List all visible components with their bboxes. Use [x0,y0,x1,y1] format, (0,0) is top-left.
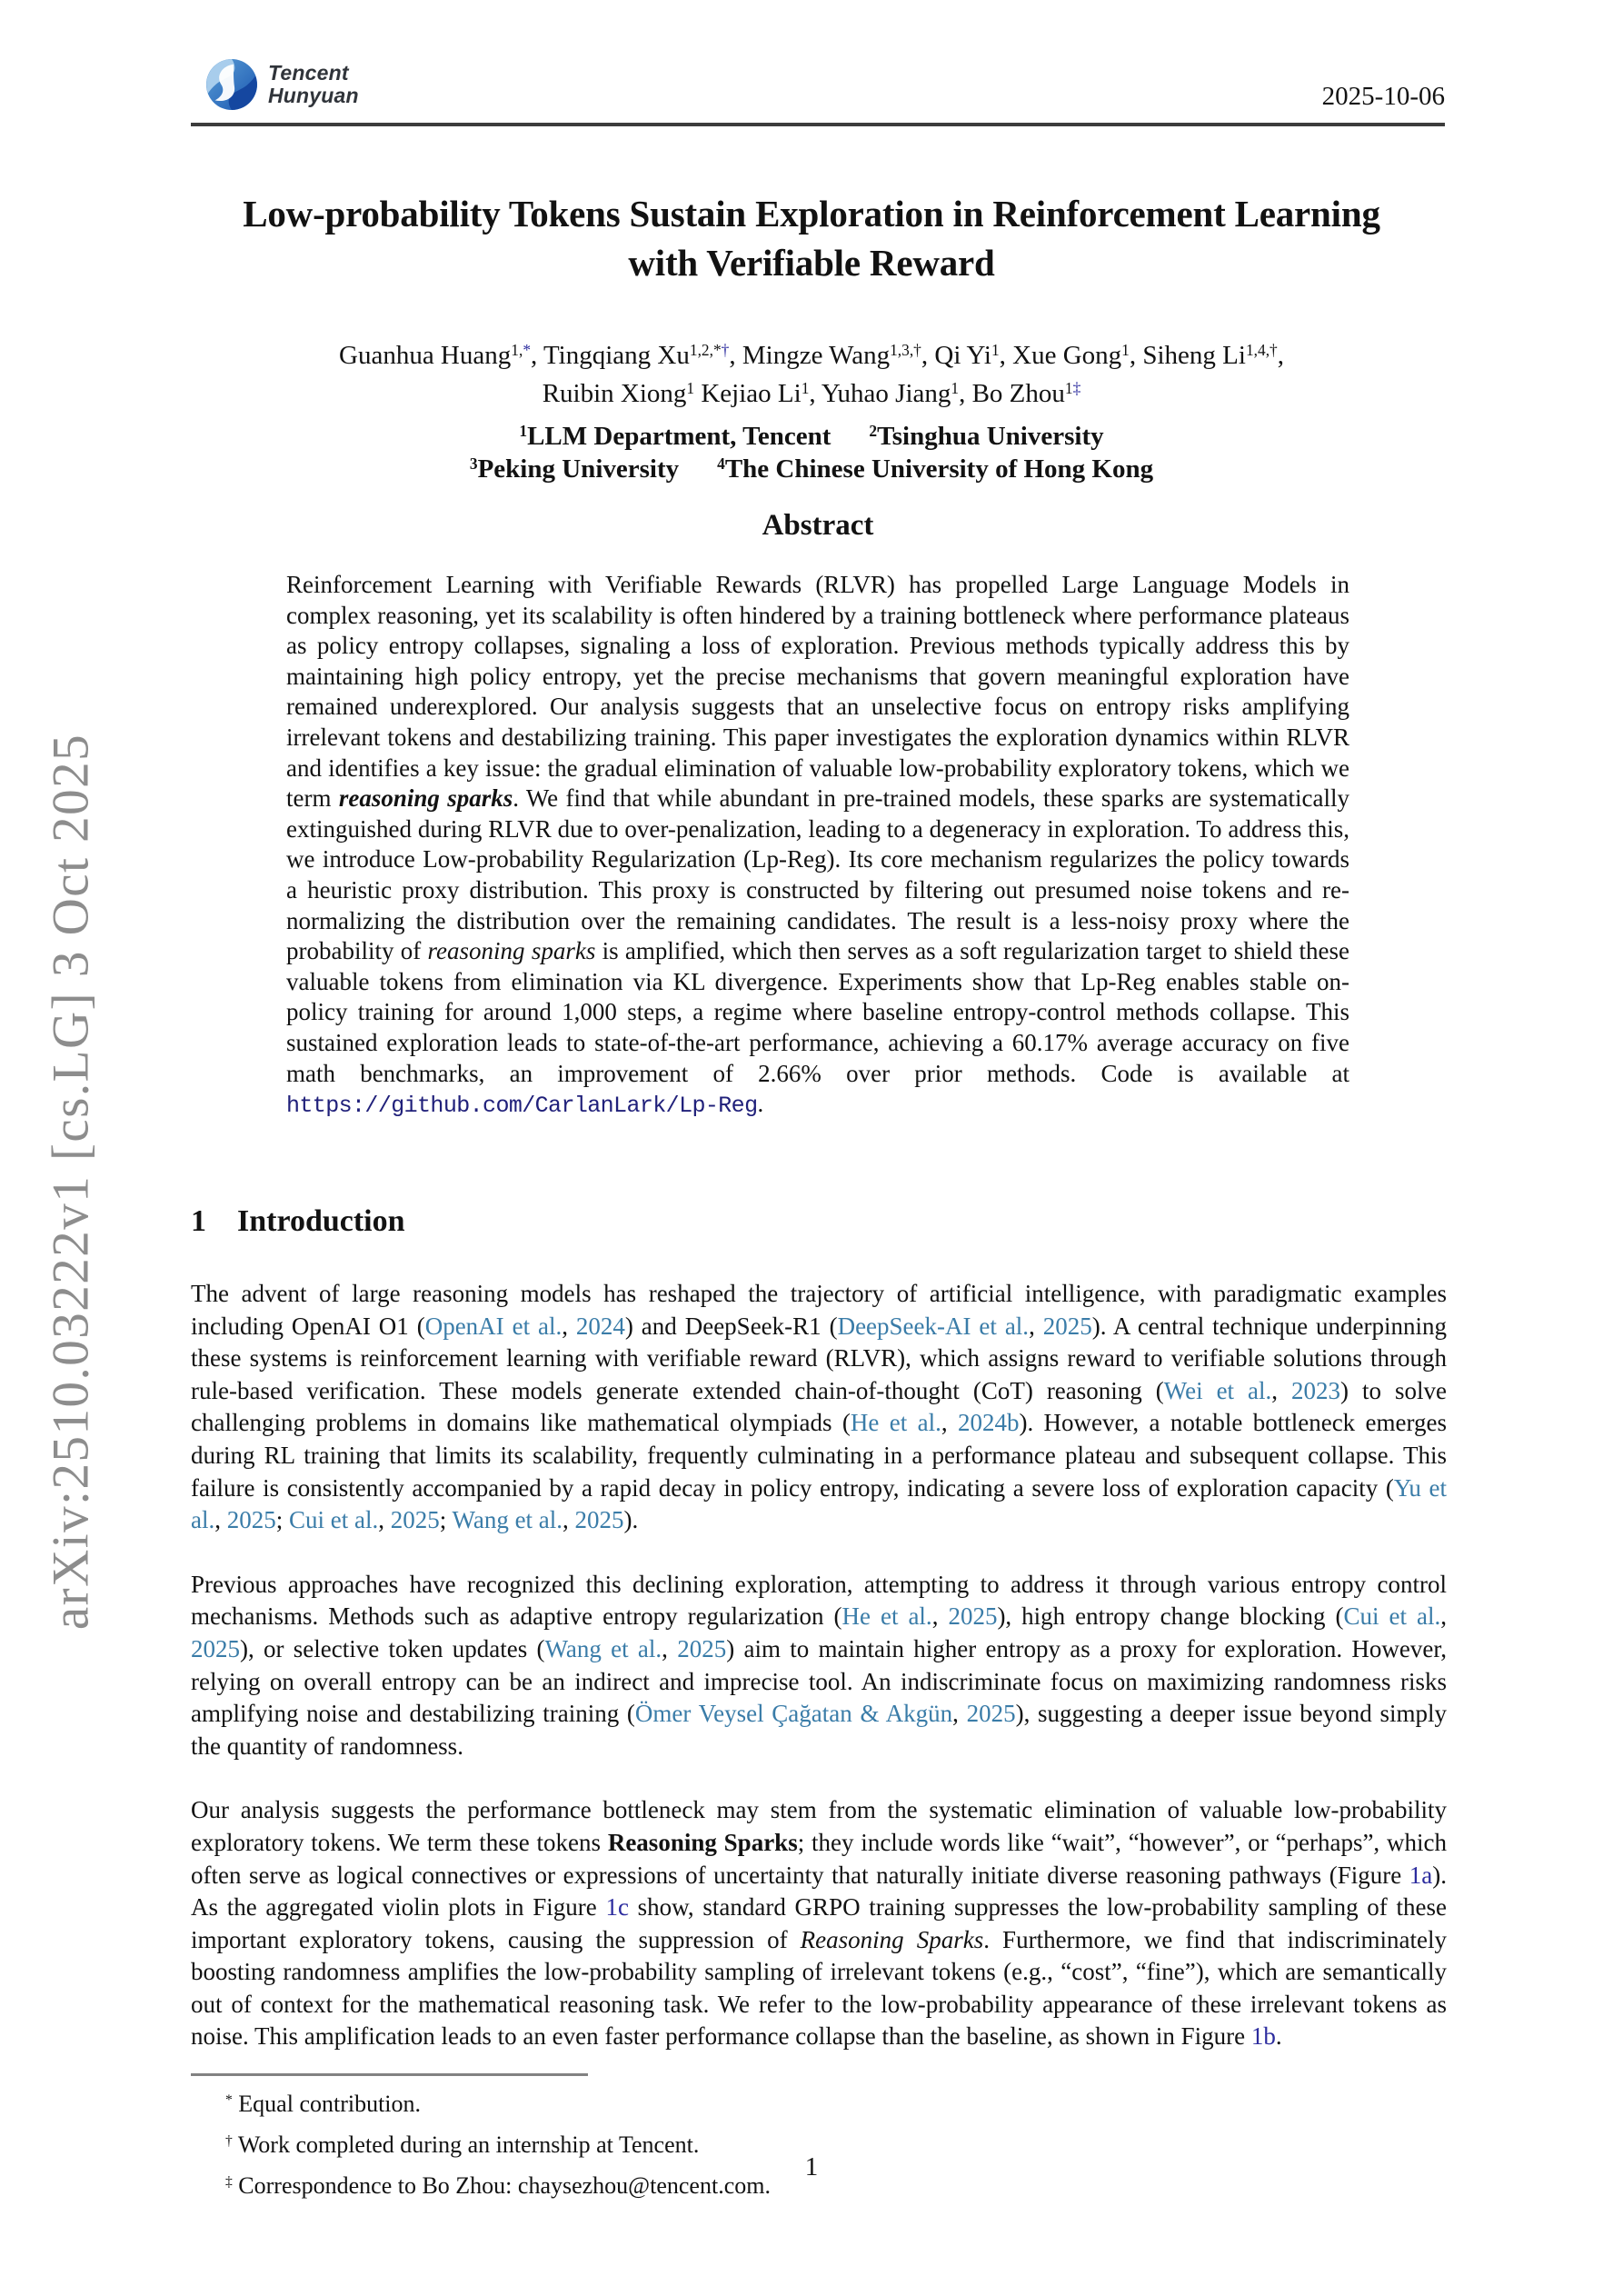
text-run: ), high entropy change blocking ( [997,1602,1344,1631]
footnote-block [191,2073,1447,2206]
page-number: 1 [804,2152,819,2181]
text-run: 1, [511,340,523,359]
text-run: ). [623,1506,639,1534]
text-run: Reasoning Sparks [800,1925,984,1953]
text-run: ; [439,1506,453,1534]
tencent-hunyuan-logo [205,58,359,111]
author-list [130,336,1493,413]
text-run: , [931,1602,949,1631]
text-run: reasoning sparks [427,937,596,965]
abstract-section [286,509,1349,1122]
figure-ref-link[interactable]: 1b [1250,2022,1276,2051]
text-run: , [378,1506,391,1534]
text-run: 1 [951,378,960,397]
text-run: * [523,340,532,359]
affiliation-line-2 [130,453,1493,485]
text-run: † [225,2132,233,2149]
code-url-link[interactable]: https://github.com/CarlanLark/Lp-Reg [286,1093,758,1120]
text-run: Equal contribution. [232,2091,422,2118]
text-run: Reasoning Sparks [607,1828,798,1856]
abstract-heading: Abstract [762,509,874,542]
text-run: ) and DeepSeek-R1 ( [624,1312,838,1340]
text-run: , [662,1634,678,1662]
text-run: Reinforcement Learning with Verifiable Rewards (RLVR) has propelled Large Language Models in complex reasoning, yet its scalability is often hindered by a training bottleneck where performance plateaus as policy entropy collapses, signaling a loss of exploration. Previous methods typically address this by maintaining high policy entropy, yet the precise mechanisms that govern meaningful exploration have remained underexplored. Our analysis suggests that an unselective focus on entropy risks amplifying irrelevant tokens and destabilizing training. This paper investigates the exploration dynamics within RLVR and identifies a key issue: the gradual elimination of valuable low-probability exploratory tokens, which we term [286,571,1349,813]
text-run: 1 [991,340,1000,359]
text-run: , Bo Zhou [959,379,1065,408]
citation-link[interactable]: 2025 [948,1602,998,1631]
text-run: 1,3,† [890,340,921,359]
citation-link[interactable]: 2024 [575,1312,625,1340]
text-run: 1 [801,378,810,397]
text-run: Work completed during an internship at Tencent. [232,2131,700,2159]
text-run: . [1275,2022,1282,2051]
text-run: * [225,2091,233,2108]
text-run: The advent of large reasoning models has reshaped the trajectory of artificial intelligence, with paradigmatic examples including OpenAI O1 ( [191,1280,1447,1340]
text-run: , [952,1700,967,1728]
paper-title [184,189,1439,287]
text-run: , [214,1506,227,1534]
text-run: The Chinese University of Hong Kong [724,454,1154,484]
text-run: † [721,340,730,359]
text-run: is amplified, which then serves as a soft regularization target to shield these valuable tokens from elimination via KL divergence. Experiments show that Lp-Reg enables stable on-policy training for around 1,000 steps, a regime where baseline entropy-control methods collapse. This sustained exploration leads to state-of-the-art performance, achieving a 60.17% average accuracy on five math benchmarks, an improvement of 2.66% over prior methods. Code is available at [286,937,1349,1087]
text-run: 1 [1064,378,1073,397]
text-run: 2 [869,421,878,440]
intro-paragraph-3 [191,1794,1447,2053]
text-run: LLM Department, Tencent [527,422,831,451]
citation-link[interactable]: He et al. [850,1409,941,1437]
text-run: ), or selective token updates ( [240,1634,545,1662]
citation-link[interactable]: Ömer Veysel Çağatan & Akgün [634,1700,953,1728]
text-run: show, standard GRPO training suppresses the low-probability sampling of these important exploratory tokens, causing the suppression of [191,1893,1447,1953]
text-run: Tsinghua University [877,422,1104,451]
main-column [191,1202,1447,2206]
text-run: ), suggesting a deeper issue beyond simply the quantity of randomness. [191,1700,1447,1760]
brand-name-line1: Tencent [268,61,349,85]
citation-link[interactable]: DeepSeek-AI et al. [837,1312,1030,1340]
text-run: ). However, a notable bottleneck emerges during RL training that limits its scalability, frequently culminating in a performance plateau and subsequent collapse. This failure is consistently accompanied by a rapid decay in policy entropy, indicating a severe loss of exploration capacity ( [191,1409,1448,1502]
citation-link[interactable]: 2025 [1042,1312,1092,1340]
text-run: 1,2,* [689,340,722,359]
figure-ref-link[interactable]: 1a [1409,1861,1433,1889]
citation-link[interactable]: Cui et al. [1343,1602,1441,1631]
footnote-equal-contribution [191,2083,1447,2124]
text-run: 1,4,† [1245,340,1278,359]
text-run: ). As the aggregated violin plots in Figure [191,1861,1447,1922]
text-run: , [1440,1602,1448,1631]
header-date: 2025-10-06 [1321,82,1445,111]
text-run: ). A central technique underpinning these systems is reinforcement learning with verifiable reward (RLVR), which assigns reward to verifiable solutions through rule-based verification. These models generate extended chain-of-thought (CoT) reasoning ( [191,1312,1448,1404]
text-run: Ruibin Xiong [542,379,687,408]
text-run: Kejiao Li [694,379,802,408]
brand-name [268,62,359,107]
text-run: , [563,1506,575,1534]
citation-link[interactable]: 2025 [191,1634,240,1662]
text-run: 1 [686,378,695,397]
text-run: 4 [717,454,725,473]
text-run: ; they include words like “wait”, “however”, or “perhaps”, which often serve as logical connectives or expressions of uncertainty that naturally initiate diverse reasoning pathways (Figure [191,1828,1447,1889]
header-divider [191,123,1445,126]
section-heading-introduction [191,1202,1447,1242]
text-run: , [1277,341,1284,370]
footnote-divider [191,2073,588,2076]
text-run: Our analysis suggests the performance bottleneck may stem from the systematic elimination of valuable low-probability exploratory tokens. We term these tokens [191,1796,1447,1856]
text-run: , [941,1409,958,1437]
citation-link[interactable]: 2023 [1291,1376,1341,1404]
author-line-1 [130,336,1493,374]
section-title: Introduction [237,1204,405,1238]
citation-link[interactable]: 2025 [966,1700,1016,1728]
text-run: reasoning sparks [338,784,513,813]
text-run: , Qi Yi [921,341,991,370]
text-run: , [1271,1376,1292,1404]
text-run: ‡ [1072,378,1081,397]
text-run: Correspondence to Bo Zhou: chaysezhou@tencent.com. [232,2172,771,2200]
text-run: Guanhua Huang [339,341,512,370]
text-run: , Xue Gong [999,341,1122,370]
paper-title-line2: with Verifiable Reward [628,242,995,284]
text-run: , Tingqiang Xu [531,341,690,370]
intro-paragraph-2 [191,1569,1447,1763]
citation-link[interactable]: Yu et al. [191,1473,1447,1534]
text-run: Peking University [477,454,680,484]
text-run: 3 [469,454,478,473]
affiliation-line-1 [130,420,1493,453]
affiliation-list [130,420,1493,485]
text-run: Previous approaches have recognized this declining exploration, attempting to address it through various entropy control mechanisms. Methods such as adaptive entropy regularization ( [191,1570,1447,1631]
text-run: , [562,1312,576,1340]
figure-ref-link[interactable]: 1c [605,1893,629,1922]
text-run: 1 [1121,340,1130,359]
text-run: . Furthermore, we find that indiscriminately boosting randomness amplifies the low-probability sampling of irrelevant tokens (e.g., “cost”, “fine”), which are semantically out of context for the mathematical reasoning task. We refer to the low-probability appearance of these irrelevant tokens as noise. This amplification leads to an even faster performance collapse than the baseline, as shown in Figure [191,1925,1447,2051]
author-line-2 [130,374,1493,413]
text-run: ) aim to maintain higher entropy as a proxy for exploration. However, relying on overall entropy can be an indirect and imprecise tool. An indiscriminate focus on maximizing randomness risks amplifying noise and destabilizing training ( [191,1634,1448,1728]
citation-link[interactable]: Wei et al. [1163,1376,1272,1404]
citation-link[interactable]: 2025 [226,1506,276,1534]
text-run: ‡ [225,2173,233,2190]
citation-link[interactable]: 2025 [677,1634,727,1662]
text-run: , Mingze Wang [729,341,891,370]
text-run: , [1029,1312,1043,1340]
text-run: 1 [519,421,528,440]
citation-link[interactable]: Wang et al. [544,1634,662,1662]
paper-title-line1: Low-probability Tokens Sustain Exploration in Reinforcement Learning [243,193,1380,235]
text-run: , Yuhao Jiang [809,379,951,408]
abstract-text [286,570,1349,1122]
text-run: ) to solve challenging problems in domains like mathematical olympiads ( [191,1376,1448,1437]
section-number: 1 [191,1204,206,1238]
citation-link[interactable]: Cui et al. [289,1506,379,1534]
intro-paragraph-1 [191,1278,1447,1537]
text-run: . We find that while abundant in pre-trained models, these sparks are systematically extinguished during RLVR due to over-penalization, leading to a degeneracy in exploration. To address this, we introduce Low-probability Regularization (Lp-Reg). Its core mechanism regularizes the policy towards a heuristic proxy distribution. This proxy is constructed by filtering out presumed noise tokens and re-normalizing the distribution over the remaining candidates. The result is a less-noisy proxy where the probability of [286,784,1349,965]
citation-link[interactable]: 2025 [390,1506,440,1534]
tencent-hunyuan-logo-icon [205,58,258,111]
arxiv-watermark: arXiv:2510.03222v1 [cs.LG] 3 Oct 2025 [42,733,100,1631]
citation-link[interactable]: 2025 [574,1506,624,1534]
text-run: , Siheng Li [1129,341,1246,370]
text-run: ; [275,1506,290,1534]
citation-link[interactable]: 2024b [957,1409,1020,1437]
citation-link[interactable]: He et al. [841,1602,932,1631]
brand-name-line2: Hunyuan [268,84,359,107]
citation-link[interactable]: OpenAI et al. [424,1312,563,1340]
citation-link[interactable]: Wang et al. [452,1506,563,1534]
text-run: . [757,1090,764,1118]
